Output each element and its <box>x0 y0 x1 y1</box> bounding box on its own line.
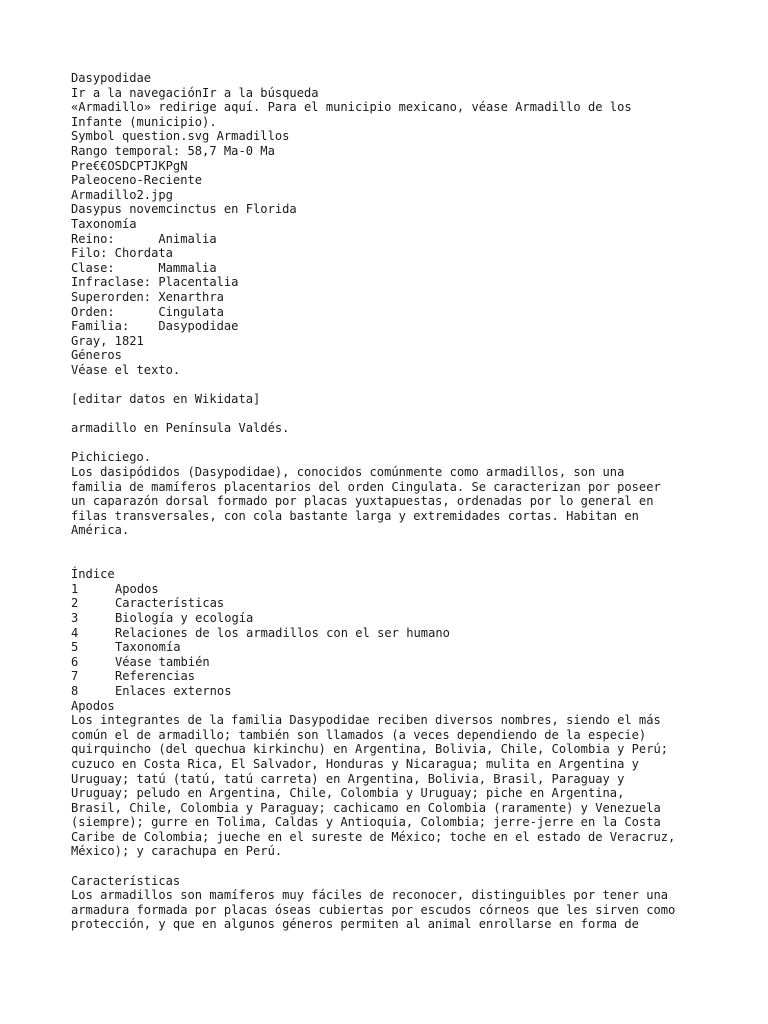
caracteristicas-line: Los armadillos son mamíferos muy fáciles de reconocer, distinguibles por tener una <box>71 888 669 903</box>
intro-line: Los dasipódidos (Dasypodidae), conocidos comúnmente como armadillos, son una <box>71 465 625 480</box>
toc-item-number: 4 <box>71 625 79 640</box>
taxonomy-row-reino: Reino: Animalia <box>71 231 217 246</box>
apodos-line: Uruguay; peludo en Argentina, Chile, Colombia y Uruguay; piche en Argentina, <box>71 786 625 801</box>
apodos-line: común el de armadillo; también son llamados (a veces dependiendo de la especie) <box>71 727 647 742</box>
taxonomy-row-infraclase: Infraclase: Placentalia <box>71 275 239 290</box>
apodos-line: México); y carachupa en Perú. <box>71 844 283 859</box>
toc-item-number: 6 <box>71 654 79 669</box>
toc-item-number: 7 <box>71 669 79 684</box>
photo-caption-pichiciego: Pichiciego. <box>71 450 152 465</box>
nav-links[interactable]: Ir a la navegaciónIr a la búsqueda <box>71 85 319 100</box>
taxonomy-row-filo: Filo: Chordata <box>71 246 173 261</box>
toc-item-label[interactable]: Véase también <box>115 654 210 669</box>
toc-item-number: 2 <box>71 596 79 611</box>
caracteristicas-line: armadura formada por placas óseas cubiertas por escudos córneos que les sirven como <box>71 902 676 917</box>
toc-item-label[interactable]: Enlaces externos <box>115 683 232 698</box>
caracteristicas-line: protección, y que en algunos géneros permiten al animal enrollarse en forma de <box>71 917 639 932</box>
geologic-periods: Pre€€OSDCPTJKPgN <box>71 158 188 173</box>
intro-line: América. <box>71 523 130 538</box>
toc-item-vease[interactable] <box>71 655 731 670</box>
intro-line: familia de mamíferos placentarios del orden Cingulata. Se caracterizan por poseer <box>71 479 661 494</box>
redirect-note-line-2: Infante (municipio). <box>71 114 217 129</box>
toc-item-label[interactable]: Relaciones de los armadillos con el ser humano <box>115 625 450 640</box>
spacer <box>71 436 731 451</box>
apodos-line: Brasil, Chile, Colombia y Paraguay; cachicamo en Colombia (raramente) y Venezuela <box>71 800 661 815</box>
infobox-symbol-caption: Symbol question.svg Armadillos <box>71 129 290 144</box>
section-heading-caracteristicas: Características <box>71 873 181 888</box>
redirect-note-line-1: «Armadillo» redirige aquí. Para el municipio mexicano, véase Armadillo de los <box>71 100 632 115</box>
taxonomy-authority: Gray, 1821 <box>71 333 144 348</box>
apodos-line: (siempre); gurre en Tolima, Caldas y Antioquia, Colombia; jerre-jerre en la Costa <box>71 815 661 830</box>
toc-heading: Índice <box>71 567 115 582</box>
toc-item-label[interactable]: Biología y ecología <box>115 610 254 625</box>
spacer <box>71 553 731 568</box>
genera-note: Véase el texto. <box>71 362 181 377</box>
toc-item-apodos[interactable] <box>71 582 731 597</box>
spacer <box>71 859 731 874</box>
apodos-line: quirquincho (del quechua kirkinchu) en Argentina, Bolivia, Chile, Colombia y Perú; <box>71 742 669 757</box>
taxonomy-row-superorden: Superorden: Xenarthra <box>71 289 224 304</box>
infobox-image-file[interactable]: Armadillo2.jpg <box>71 187 173 202</box>
toc-item-caracteristicas[interactable] <box>71 596 731 611</box>
spacer <box>71 538 731 553</box>
apodos-line: Caribe de Colombia; jueche en el sureste de México; toche en el estado de Veracruz, <box>71 829 676 844</box>
photo-caption-valdes: armadillo en Península Valdés. <box>71 421 290 436</box>
toc-item-number: 3 <box>71 610 79 625</box>
toc-item-number: 8 <box>71 683 79 698</box>
toc-item-biologia[interactable] <box>71 611 731 626</box>
section-heading-apodos: Apodos <box>71 698 115 713</box>
temporal-range: Rango temporal: 58,7 Ma-0 Ma <box>71 143 275 158</box>
taxonomy-row-orden: Orden: Cingulata <box>71 304 224 319</box>
epoch-range: Paleoceno-Reciente <box>71 173 203 188</box>
apodos-line: cuzuco en Costa Rica, El Salvador, Honduras y Nicaragua; mulita en Argentina y <box>71 756 639 771</box>
article-title: Dasypodidae <box>71 71 152 85</box>
toc-item-label[interactable]: Taxonomía <box>115 640 181 655</box>
spacer <box>71 407 731 422</box>
spacer <box>71 377 731 392</box>
taxonomy-row-clase: Clase: Mammalia <box>71 260 217 275</box>
taxonomy-heading: Taxonomía <box>71 216 137 231</box>
edit-wikidata-link[interactable]: [editar datos en Wikidata] <box>71 392 261 407</box>
toc-item-label[interactable]: Apodos <box>115 581 159 596</box>
toc-item-number: 1 <box>71 581 79 596</box>
article-document <box>71 71 731 932</box>
toc-item-referencias[interactable] <box>71 669 731 684</box>
apodos-line: Uruguay; tatú (tatú, tatú carreta) en Argentina, Bolivia, Brasil, Paraguay y <box>71 771 625 786</box>
intro-line: filas transversales, con cola bastante larga y extremidades cortas. Habitan en <box>71 508 639 523</box>
taxonomy-row-familia: Familia: Dasypodidae <box>71 319 239 334</box>
toc-item-taxonomia[interactable] <box>71 640 731 655</box>
toc-item-label[interactable]: Referencias <box>115 669 196 684</box>
apodos-line: Los integrantes de la familia Dasypodidae reciben diversos nombres, siendo el más <box>71 713 661 728</box>
toc-item-label[interactable]: Características <box>115 596 225 611</box>
intro-line: un caparazón dorsal formado por placas yuxtapuestas, ordenadas por lo general en <box>71 494 654 509</box>
toc-item-number: 5 <box>71 640 79 655</box>
toc-item-relaciones[interactable] <box>71 626 731 641</box>
genera-heading: Géneros <box>71 348 122 363</box>
toc-item-enlaces[interactable] <box>71 684 731 699</box>
infobox-image-caption: Dasypus novemcinctus en Florida <box>71 202 297 217</box>
